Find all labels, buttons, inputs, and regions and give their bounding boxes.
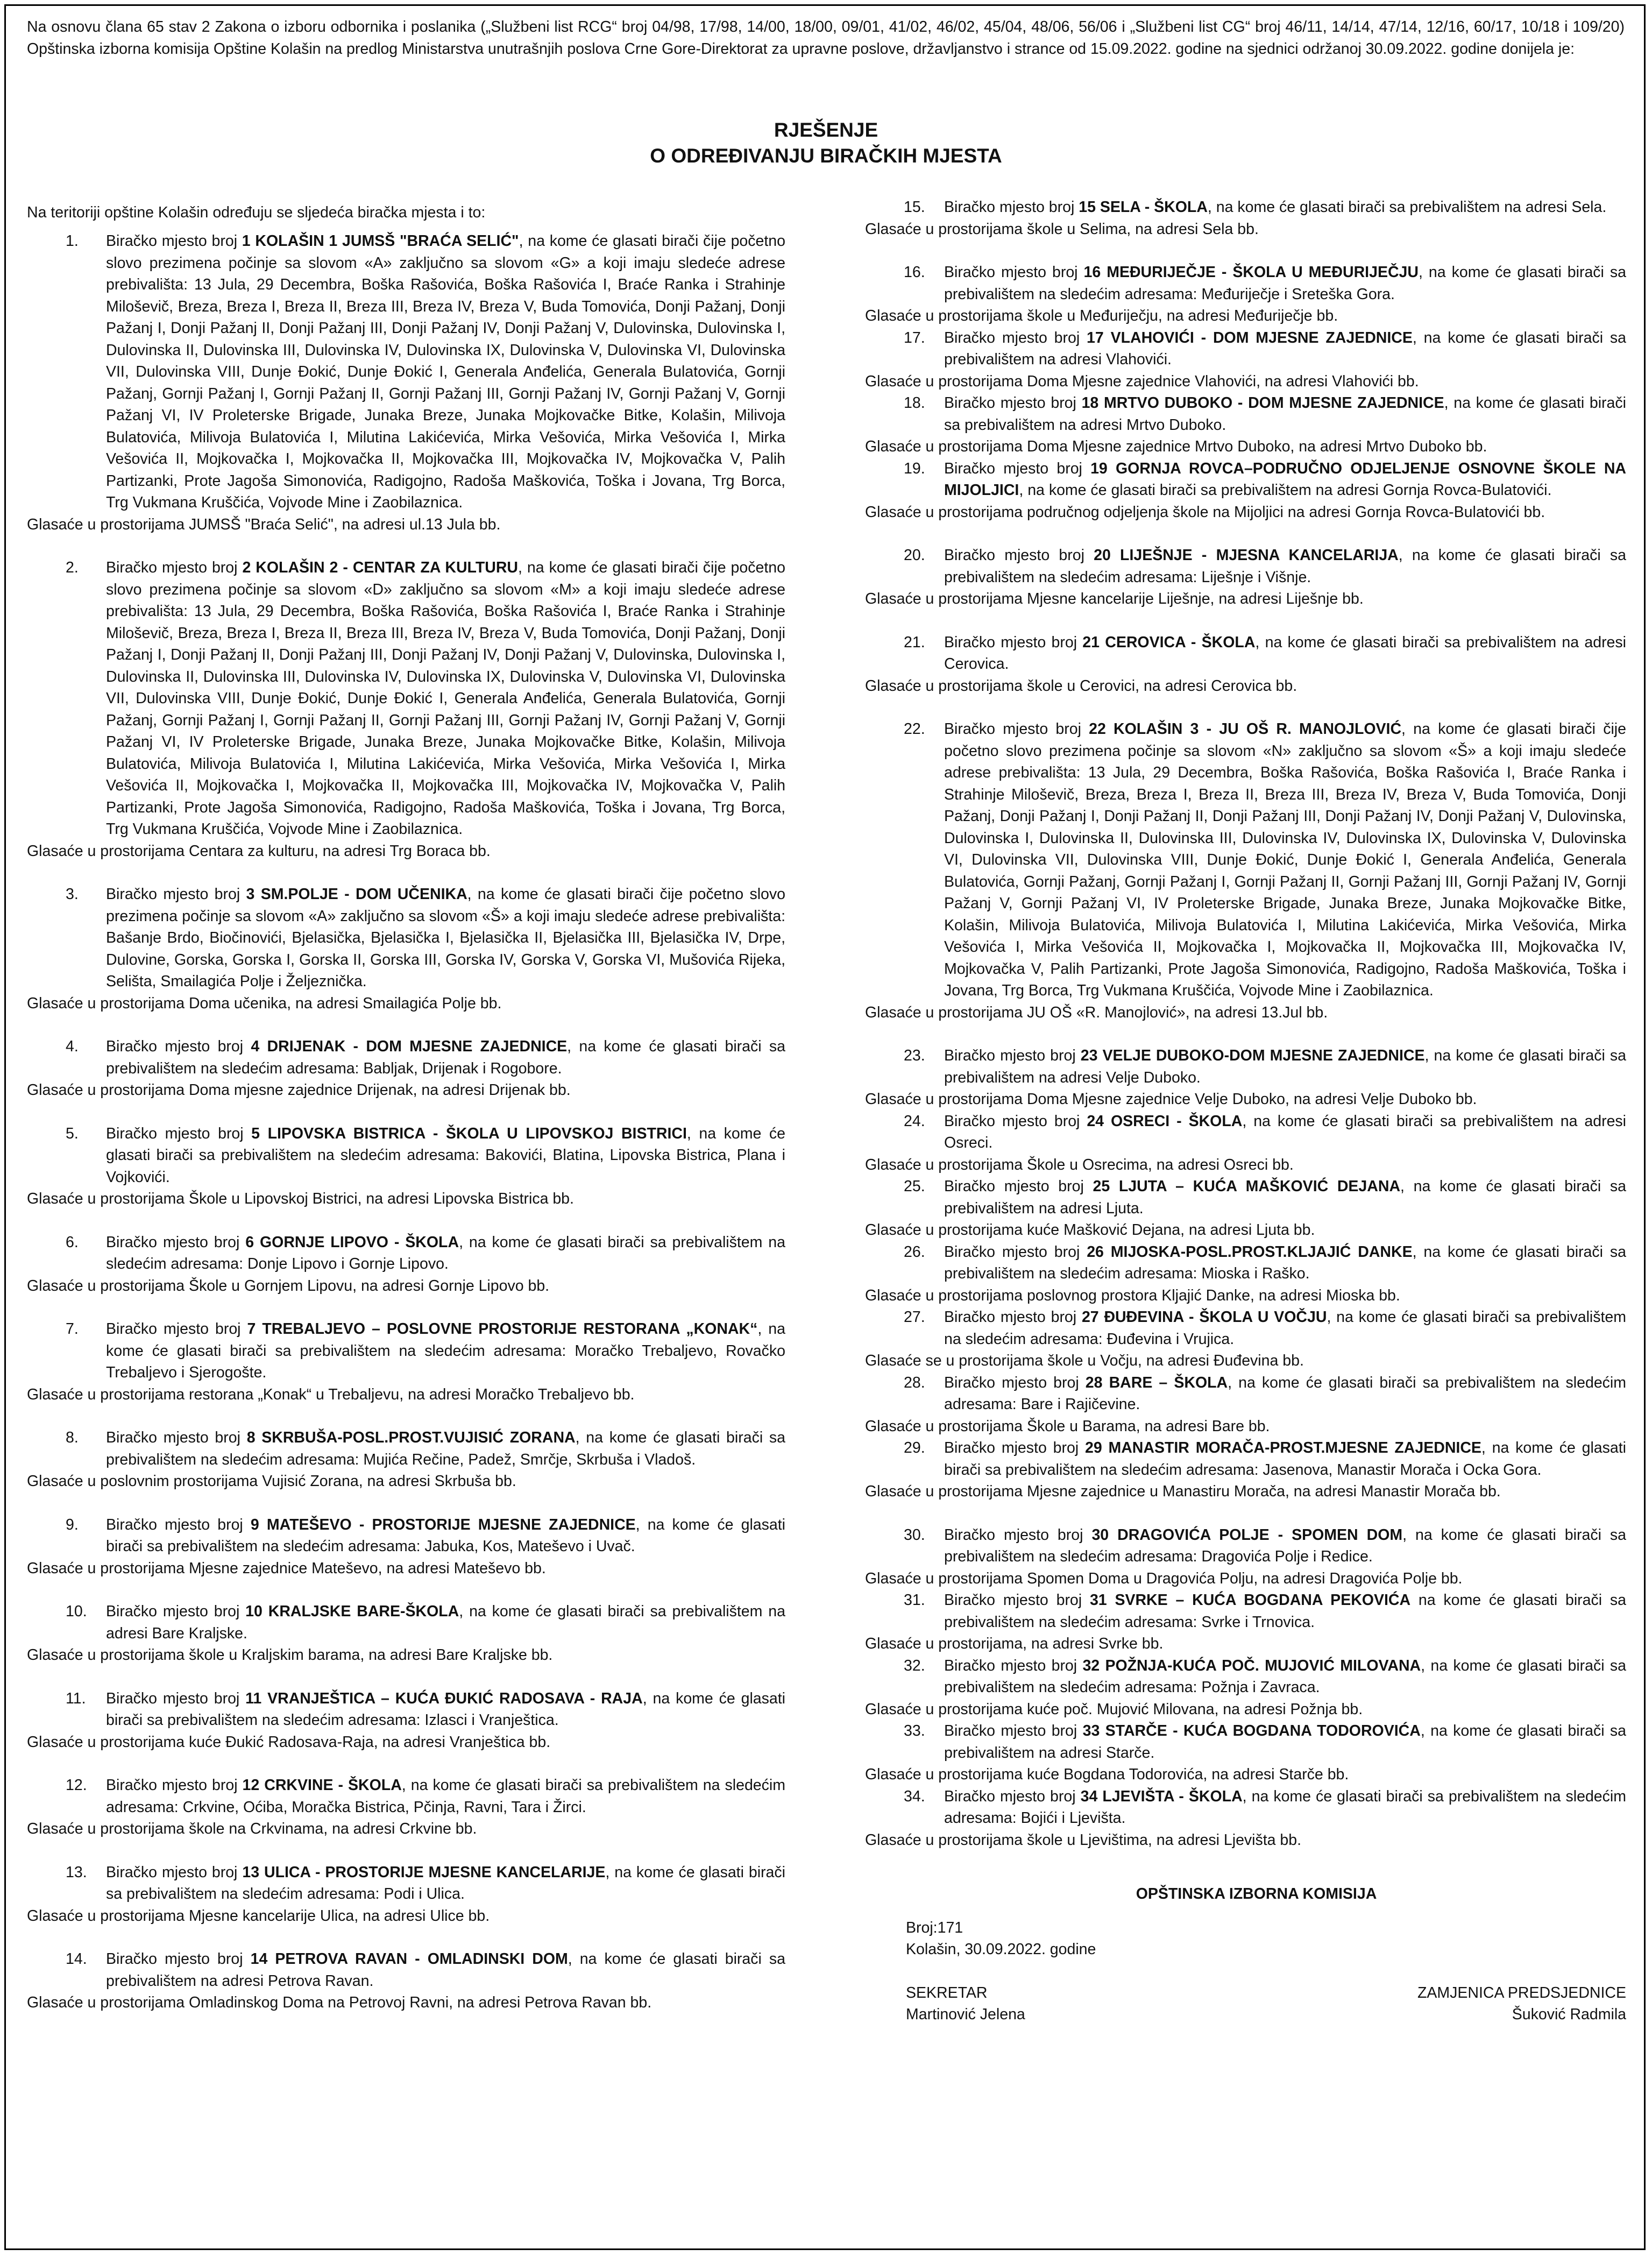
polling-station-entry bbox=[865, 261, 1626, 327]
item-number: 11. bbox=[66, 1689, 86, 1707]
polling-station-item bbox=[865, 196, 1626, 218]
polling-station-entry bbox=[865, 1045, 1626, 1111]
station-name: 26 MIJOSKA-POSL.PROST.KLJAJIĆ DANKE bbox=[1087, 1243, 1413, 1261]
item-number: 25. bbox=[904, 1178, 925, 1195]
voting-location: Glasaće u prostorijama Spomen Doma u Dragovića Polju, na adresi Dragovića Polje bb. bbox=[865, 1569, 1463, 1587]
item-number: 30. bbox=[904, 1526, 925, 1544]
voting-location: Glasaće u prostorijama JUMSŠ "Braća Selić", na adresi ul.13 Jula bb. bbox=[27, 515, 501, 533]
station-name: 17 VLAHOVIĆI - DOM MJESNE ZAJEDNICE bbox=[1087, 329, 1413, 346]
voting-location: Glasaće u prostorijama JU OŠ «R. Manojlović», na adresi 13.Jul bb. bbox=[865, 1003, 1328, 1021]
item-text bbox=[106, 1427, 785, 1470]
item-text bbox=[106, 1318, 785, 1384]
item-prefix: Biračko mjesto broj bbox=[944, 1374, 1086, 1391]
item-prefix: Biračko mjesto broj bbox=[944, 1178, 1093, 1195]
station-name: 29 MANASTIR MORAČA-PROST.MJESNE ZAJEDNICE bbox=[1084, 1439, 1481, 1456]
item-description: , na kome će glasati birači sa prebivalištem na sledećim adresama: Požnja i Zavraca. bbox=[944, 1657, 1626, 1696]
item-text bbox=[944, 632, 1626, 675]
item-prefix: Biračko mjesto broj bbox=[106, 1320, 247, 1338]
item-description: , na kome će glasati birači sa prebivalištem na sledećim adresama: Liješnje i Višnje. bbox=[944, 547, 1626, 586]
document-number: Broj:171 bbox=[906, 1919, 963, 1936]
voting-location: Glasaće u prostorijama škole u Međuriječju, na adresi Međuriječje bb. bbox=[865, 307, 1338, 324]
polling-station-entry bbox=[27, 1514, 785, 1580]
voting-location: Glasaće u prostorijama Omladinskog Doma na Petrovoj Ravni, na adresi Petrova Ravan bb. bbox=[27, 1994, 652, 2011]
item-prefix: Biračko mjesto broj bbox=[944, 199, 1079, 216]
polling-station-entry bbox=[27, 1036, 785, 1101]
item-prefix: Biračko mjesto broj bbox=[944, 1787, 1081, 1805]
item-number: 17. bbox=[904, 329, 925, 346]
item-prefix: Biračko mjesto broj bbox=[944, 1047, 1081, 1064]
polling-station-item bbox=[27, 883, 785, 993]
polling-station-item bbox=[27, 1514, 785, 1558]
station-name: 21 CEROVICA - ŠKOLA bbox=[1082, 633, 1256, 651]
right-column bbox=[865, 196, 1626, 2026]
item-description: , na kome će glasati birači sa prebivalištem na sledećim adresama: Donje Lipovo i Gornje Lipovo. bbox=[106, 1233, 785, 1272]
polling-station-entry bbox=[27, 1601, 785, 1666]
item-number: 22. bbox=[904, 720, 925, 738]
item-text bbox=[944, 1786, 1626, 1829]
item-description: , na kome će glasati birači čije početno slovo prezimena počinje sa slovom «A» zaključno sa slovom «Š» a koji imaju sledeće adrese prebivališta: Bašanje Brdo, Biočinovići, Bjelasička, Bjelasička I, Bjelasička II, Bjelasička III, Bjelasička IV, Drpe, Dulovine, Gorska, Gorska I, Gorska II, Gorska III, Gorska IV, Gorska V, Gorska VI, Mušovića Rijeka, Selišta, Smailagića Polje i Željeznička. bbox=[106, 886, 785, 990]
polling-station-item bbox=[865, 544, 1626, 588]
item-description: , na kome će glasati birači sa prebivalištem na sledećim adresama: Mujića Rečine, Padež, Smrčje, Skrbuša i Vladoš. bbox=[106, 1429, 785, 1468]
polling-station-item bbox=[865, 1045, 1626, 1088]
voting-location: Glasaće u prostorijama škole u Kraljskim barama, na adresi Bare Kraljske bb. bbox=[27, 1646, 553, 1664]
item-number: 6. bbox=[66, 1233, 79, 1251]
item-prefix: Biračko mjesto broj bbox=[106, 1777, 243, 1794]
polling-station-entry bbox=[27, 230, 785, 535]
polling-station-item bbox=[865, 1241, 1626, 1285]
station-name: 12 CRKVINE - ŠKOLA bbox=[242, 1777, 402, 1794]
station-name: 4 DRIJENAK - DOM MJESNE ZAJEDNICE bbox=[251, 1038, 568, 1055]
polling-station-item bbox=[27, 1862, 785, 1905]
secretary-name: Martinović Jelena bbox=[906, 2006, 1025, 2023]
voting-location: Glasaće u prostorijama Doma učenika, na adresi Smailagića Polje bb. bbox=[27, 994, 502, 1012]
polling-station-entry bbox=[865, 1720, 1626, 1786]
item-text bbox=[106, 1232, 785, 1275]
item-number: 15. bbox=[904, 199, 925, 216]
polling-station-entry bbox=[865, 1437, 1626, 1503]
item-text bbox=[944, 1437, 1626, 1481]
item-text bbox=[106, 1123, 785, 1189]
polling-station-entry bbox=[865, 544, 1626, 610]
polling-station-entry bbox=[27, 1948, 785, 2014]
polling-station-entry bbox=[27, 1123, 785, 1210]
item-number: 28. bbox=[904, 1374, 925, 1391]
polling-station-entry bbox=[865, 1786, 1626, 1851]
item-text bbox=[944, 1720, 1626, 1764]
lead-sentence: Na teritoriji opštine Kolašin određuju se sljedeća biračka mjesta i to: bbox=[27, 204, 486, 221]
item-prefix: Biračko mjesto broj bbox=[944, 1112, 1087, 1130]
item-number: 33. bbox=[904, 1722, 925, 1739]
polling-station-item bbox=[27, 1036, 785, 1079]
polling-station-entry bbox=[27, 1862, 785, 1927]
item-prefix: Biračko mjesto broj bbox=[106, 1863, 243, 1881]
item-description: , na kome će glasati birači sa prebivalištem na adresi Gornja Rovca-Bulatovići. bbox=[1019, 482, 1552, 499]
item-text bbox=[944, 327, 1626, 371]
item-description: , na kome će glasati birači sa prebivalištem na sledećim adresama: Izlasci i Vranještica. bbox=[106, 1689, 785, 1729]
item-text bbox=[106, 230, 785, 514]
item-prefix: Biračko mjesto broj bbox=[944, 1722, 1083, 1739]
station-name: 23 VELJE DUBOKO-DOM MJESNE ZAJEDNICE bbox=[1080, 1047, 1425, 1064]
item-text bbox=[106, 1948, 785, 1992]
item-description: , na kome će glasati birači sa prebivalištem na sledećim adresama: Bare i Rajičevine. bbox=[944, 1374, 1626, 1413]
item-text bbox=[944, 1111, 1626, 1154]
polling-station-entry bbox=[865, 1589, 1626, 1655]
voting-location: Glasaće u prostorijama kuće Mašković Dejana, na adresi Ljuta bb. bbox=[865, 1221, 1315, 1239]
polling-station-item bbox=[27, 557, 785, 840]
station-name: 31 SVRKE – KUĆA BOGDANA PEKOVIĆA bbox=[1089, 1592, 1411, 1609]
item-number: 21. bbox=[904, 633, 925, 651]
voting-location: Glasaće u prostorijama Centara za kulturu, na adresi Trg Boraca bb. bbox=[27, 842, 491, 860]
item-number: 20. bbox=[904, 547, 925, 564]
item-prefix: Biračko mjesto broj bbox=[106, 1233, 246, 1251]
item-text bbox=[944, 1045, 1626, 1088]
voting-location: Glasaće u prostorijama Mjesne kancelarije Ulica, na adresi Ulice bb. bbox=[27, 1907, 490, 1925]
polling-station-item bbox=[865, 1372, 1626, 1416]
polling-station-entry bbox=[865, 1524, 1626, 1590]
polling-station-item bbox=[865, 1306, 1626, 1350]
item-number: 24. bbox=[904, 1112, 925, 1130]
title-line-1: RJEŠENJE bbox=[774, 119, 878, 141]
polling-station-entry bbox=[865, 718, 1626, 1023]
polling-station-item bbox=[865, 1589, 1626, 1633]
voting-location: Glasaće u prostorijama restorana „Konak“ u Trebaljevu, na adresi Moračko Trebaljevo bb. bbox=[27, 1385, 635, 1403]
item-prefix: Biračko mjesto broj bbox=[944, 633, 1083, 651]
item-description: , na kome će glasati birači sa prebivalištem na adresi Velje Duboko. bbox=[944, 1047, 1626, 1086]
item-description: , na kome će glasati birači sa prebivalištem na sledećim adresama: Jasenova, Manastir Morača i Ocka Gora. bbox=[944, 1439, 1626, 1479]
station-name: 27 ĐUĐEVINA - ŠKOLA U VOČJU bbox=[1081, 1309, 1327, 1326]
polling-station-entry bbox=[865, 632, 1626, 697]
item-description: , na kome će glasati birači sa prebivalištem na sledećim adresama: Bojići i Ljevišta. bbox=[944, 1787, 1626, 1827]
polling-station-item bbox=[865, 327, 1626, 371]
station-name: 15 SELA - ŠKOLA bbox=[1079, 199, 1208, 216]
voting-location: Glasaće u prostorijama Škole u Osrecima, na adresi Osreci bb. bbox=[865, 1156, 1294, 1173]
polling-station-entry bbox=[865, 1655, 1626, 1721]
polling-station-entry bbox=[865, 392, 1626, 458]
station-name: 34 LJEVIŠTA - ŠKOLA bbox=[1080, 1787, 1243, 1805]
voting-location: Glasaće u prostorijama poslovnog prostora Kljajić Danke, na adresi Mioska bb. bbox=[865, 1286, 1400, 1304]
station-name: 25 LJUTA – KUĆA MAŠKOVIĆ DEJANA bbox=[1093, 1178, 1401, 1195]
item-text bbox=[944, 261, 1626, 305]
station-name: 9 MATEŠEVO - PROSTORIJE MJESNE ZAJEDNICE bbox=[250, 1516, 636, 1533]
right-entries bbox=[865, 196, 1626, 1851]
item-text bbox=[944, 1306, 1626, 1350]
item-text bbox=[106, 557, 785, 840]
item-text bbox=[944, 1655, 1626, 1699]
item-number: 4. bbox=[66, 1038, 79, 1055]
item-description: , na kome će glasati birači sa prebivalištem na sledećim adresama: Moračko Trebaljevo, Rovačko Trebaljevo i Sjerogošte. bbox=[106, 1320, 785, 1381]
voting-location: Glasaće u prostorijama kuće Bogdana Todorovića, na adresi Starče bb. bbox=[865, 1766, 1349, 1783]
item-description: , na kome će glasati birači sa prebivalištem na sledećim adresama: Podi i Ulica. bbox=[106, 1863, 785, 1903]
polling-station-item bbox=[27, 1601, 785, 1644]
station-name: 28 BARE – ŠKOLA bbox=[1085, 1374, 1228, 1391]
item-prefix: Biračko mjesto broj bbox=[944, 394, 1082, 412]
item-text bbox=[106, 1774, 785, 1818]
item-number: 34. bbox=[904, 1787, 925, 1805]
polling-station-item bbox=[865, 392, 1626, 436]
item-description: , na kome će glasati birači sa prebivalištem na sledećim adresama: Mioska i Raško. bbox=[944, 1243, 1626, 1282]
station-name: 13 ULICA - PROSTORIJE MJESNE KANCELARIJE bbox=[242, 1863, 606, 1881]
item-description: , na kome će glasati birači sa prebivalištem na adresi Vlahovići. bbox=[944, 329, 1626, 368]
polling-station-entry bbox=[27, 1232, 785, 1297]
polling-station-item bbox=[865, 718, 1626, 1002]
item-prefix: Biračko mjesto broj bbox=[944, 1657, 1083, 1674]
polling-station-item bbox=[865, 1786, 1626, 1829]
item-prefix: Biračko mjesto broj bbox=[944, 459, 1091, 477]
polling-station-item bbox=[27, 1688, 785, 1731]
item-description: , na kome će glasati birači sa prebivalištem na adresi Starče. bbox=[944, 1722, 1627, 1762]
voting-location: Glasaće u prostorijama škole u Selima, na adresi Sela bb. bbox=[865, 220, 1259, 238]
voting-location: Glasaće u prostorijama Doma Mjesne zajednice Mrtvo Duboko, na adresi Mrtvo Duboko bb. bbox=[865, 438, 1487, 455]
voting-location: Glasaće u prostorijama škole u Cerovici, na adresi Cerovica bb. bbox=[865, 677, 1298, 695]
item-text bbox=[106, 1601, 785, 1644]
polling-station-item bbox=[865, 1524, 1626, 1568]
item-description: , na kome će glasati birači sa prebivalištem na sledećim adresama: Dragovića Polje i Redice. bbox=[944, 1526, 1626, 1565]
item-prefix: Biračko mjesto broj bbox=[944, 1439, 1085, 1456]
item-description: , na kome će glasati birači sa prebivalištem na adresi Mrtvo Duboko. bbox=[944, 394, 1626, 434]
voting-location: Glasaće u prostorijama Doma mjesne zajednice Drijenak, na adresi Drijenak bb. bbox=[27, 1081, 571, 1099]
polling-station-entry bbox=[865, 1241, 1626, 1307]
voting-location: Glasaće u prostorijama škole na Crkvinama, na adresi Crkvine bb. bbox=[27, 1820, 477, 1837]
voting-location: Glasaće u prostorijama Škole u Gornjem Lipovu, na adresi Gornje Lipovo bb. bbox=[27, 1277, 550, 1295]
item-description: , na kome će glasati birači sa prebivalištem na sledećim adresama: Crkvine, Oćiba, Moračka Bistrica, Pčinja, Ravni, Tara i Žirci. bbox=[106, 1777, 785, 1816]
left-column bbox=[27, 230, 785, 2035]
station-name: 18 MRTVO DUBOKO - DOM MJESNE ZAJEDNICE bbox=[1081, 394, 1444, 412]
voting-location: Glasaće u prostorijama kuće Đukić Radosava-Raja, na adresi Vranještica bb. bbox=[27, 1733, 551, 1751]
polling-station-item bbox=[27, 1948, 785, 1992]
item-text bbox=[106, 1862, 785, 1905]
item-prefix: Biračko mjesto broj bbox=[944, 1243, 1087, 1261]
document-date: Kolašin, 30.09.2022. godine bbox=[906, 1941, 1096, 1958]
item-prefix: Biračko mjesto broj bbox=[106, 1429, 247, 1446]
polling-station-item bbox=[865, 1111, 1626, 1154]
item-prefix: Biračko mjesto broj bbox=[106, 886, 246, 903]
polling-station-entry bbox=[27, 1688, 785, 1753]
station-name: 11 VRANJEŠTICA – KUĆA ĐUKIĆ RADOSAVA - RAJA bbox=[245, 1689, 643, 1707]
preamble: Na osnovu člana 65 stav 2 Zakona o izboru odbornika i poslanika („Službeni list RCG“ broj 04/98, 17/98, 14/00, 18/00, 09/01, 41/02, 46/02, 45/04, 48/06, 56/06 i „Službeni list CG“ broj 46/11, 14/14, 47/14, 12/16, 60/17, 10/18 i 109/20) Opštinska izborna komisija Opštine Kolašin na predlog Ministarstva unutrašnjih poslova Crne Gore-Direktorat za upravne poslove, državljanstvo i strance od 15.09.2022. godine na sjednici održanoj 30.09.2022. godine donijela je: bbox=[27, 18, 1625, 58]
item-text bbox=[944, 544, 1626, 588]
polling-station-item bbox=[27, 1774, 785, 1818]
polling-station-entry bbox=[27, 1427, 785, 1493]
polling-station-entry bbox=[27, 1318, 785, 1405]
item-description: , na kome će glasati birači sa prebivalištem na sledećim adresama: Jabuka, Kos, Mateševo i Uvač. bbox=[106, 1516, 785, 1555]
station-name: 10 KRALJSKE BARE-ŠKOLA bbox=[245, 1603, 459, 1620]
polling-station-item bbox=[27, 1318, 785, 1384]
item-text bbox=[944, 458, 1626, 501]
item-prefix: Biračko mjesto broj bbox=[944, 547, 1094, 564]
station-name: 30 DRAGOVIĆA POLJE - SPOMEN DOM bbox=[1091, 1526, 1403, 1544]
item-number: 29. bbox=[904, 1439, 925, 1456]
station-name: 8 SKRBUŠA-POSL.PROST.VUJISIĆ ZORANA bbox=[246, 1429, 576, 1446]
station-name: 16 MEĐURIJEČJE - ŠKOLA U MEĐURIJEČJU bbox=[1083, 264, 1419, 281]
station-name: 20 LIJEŠNJE - MJESNA KANCELARIJA bbox=[1094, 547, 1399, 564]
item-description: , na kome će glasati birači sa prebivalištem na adresi Petrova Ravan. bbox=[106, 1950, 785, 1990]
document-title bbox=[0, 117, 1652, 169]
item-text bbox=[944, 1524, 1626, 1568]
deputy-president-name: Šuković Radmila bbox=[1512, 2006, 1626, 2023]
item-description: , na kome će glasati birači sa prebivalištem na sledećim adresama: Međuriječje i Sreteška Gora. bbox=[944, 264, 1626, 303]
voting-location: Glasaće u prostorijama Doma Mjesne zajednice Vlahovići, na adresi Vlahovići bb. bbox=[865, 372, 1419, 390]
polling-station-entry bbox=[865, 196, 1626, 240]
item-number: 12. bbox=[66, 1777, 87, 1794]
station-name: 2 KOLAŠIN 2 - CENTAR ZA KULTURU bbox=[242, 559, 518, 576]
item-description: , na kome će glasati birači sa prebivalištem na adresi Sela. bbox=[1207, 199, 1607, 216]
station-name: 22 KOLAŠIN 3 - JU OŠ R. MANOJLOVIĆ bbox=[1089, 720, 1402, 738]
secretary-title: SEKRETAR bbox=[906, 1984, 988, 2002]
voting-location: Glasaće u prostorijama Mjesne zajednice u Manastiru Morača, na adresi Manastir Morača bb. bbox=[865, 1483, 1501, 1500]
item-text bbox=[106, 1688, 785, 1731]
voting-location: Glasaće u prostorijama Mjesne zajednice Mateševo, na adresi Mateševo bb. bbox=[27, 1559, 546, 1577]
voting-location: Glasaće u prostorijama Doma Mjesne zajednice Velje Duboko, na adresi Velje Duboko bb. bbox=[865, 1091, 1477, 1108]
item-prefix: Biračko mjesto broj bbox=[106, 1516, 251, 1533]
polling-station-item bbox=[27, 1232, 785, 1275]
item-text bbox=[944, 1176, 1626, 1219]
station-name: 7 TREBALJEVO – POSLOVNE PROSTORIJE RESTORANA „KONAK“ bbox=[247, 1320, 758, 1338]
polling-station-item bbox=[27, 1427, 785, 1470]
voting-location: Glasaće u prostorijama Škole u Barama, na adresi Bare bb. bbox=[865, 1417, 1270, 1435]
item-prefix: Biračko mjesto broj bbox=[944, 1526, 1092, 1544]
polling-station-entry bbox=[865, 1306, 1626, 1372]
polling-station-item bbox=[865, 1437, 1626, 1481]
station-name: 24 OSRECI - ŠKOLA bbox=[1087, 1112, 1243, 1130]
voting-location: Glasaće u prostorijama područnog odjeljenja škole na Mijoljici na adresi Gornja Rovca-Bulatovići bb. bbox=[865, 503, 1545, 521]
polling-station-item bbox=[865, 458, 1626, 501]
polling-station-entry bbox=[865, 1372, 1626, 1438]
station-name: 6 GORNJE LIPOVO - ŠKOLA bbox=[245, 1233, 459, 1251]
signature-deputy-president bbox=[1417, 1982, 1626, 2026]
polling-station-item bbox=[865, 632, 1626, 675]
item-description: , na kome će glasati birači sa prebivalištem na adresi Bare Kraljske. bbox=[106, 1603, 785, 1642]
item-prefix: Biračko mjesto broj bbox=[944, 1309, 1082, 1326]
polling-station-item bbox=[865, 1176, 1626, 1219]
item-description: , na kome će glasati birači sa prebivalištem na adresi Ljuta. bbox=[944, 1178, 1626, 1217]
item-prefix: Biračko mjesto broj bbox=[944, 1592, 1090, 1609]
item-number: 9. bbox=[66, 1516, 79, 1533]
deputy-president-title: ZAMJENICA PREDSJEDNICE bbox=[1417, 1984, 1626, 2002]
item-number: 13. bbox=[66, 1863, 87, 1881]
item-description: , na kome će glasati birači čije početno slovo prezimena počinje sa slovom «N» zaključno sa slovom «Š» a koji imaju sledeće adrese prebivališta: 13 Jula, 29 Decembra, Boška Rašovića, Boška Rašovića I, Braće Ranka i Strahinje Miloševič, Breza, Breza I, Breza II, Breza III, Breza IV, Breza V, Buda Tomovića, Donji Pažanj, Donji Pažanj I, Donji Pažanj II, Donji Pažanj III, Donji Pažanj IV, Donji Pažanj V, Dulovinska, Dulovinska I, Dulovinska II, Dulovinska III, Dulovinska IV, Dulovinska IX, Dulovinska V, Dulovinska VI, Dulovinska VII, Dulovinska VIII, Dunje Đokić, Dunje Đokić I, Generala Anđelića, Generala Bulatovića, Gornji Pažanj, Gornji Pažanj I, Gornji Pažanj II, Gornji Pažanj III, Gornji Pažanj IV, Gornji Pažanj V, Gornji Pažanj VI, IV Proleterske Brigade, Junaka Breze, Junaka Mojkovačke Bitke, Kolašin, Milivoja Bulatovića, Milivoja Bulatovića I, Milutina Lakićevića, Mirka Vešovića, Mirka Vešovića I, Mirka Vešovića II, Mojkovačka I, Mojkovačka II, Mojkovačka III, Mojkovačka IV, Mojkovačka V, Palih Partizanki, Prote Jagoša Simonovića, Radigojno, Radoša Maškovića, Toška i Jovana, Trg Borca, Trg Vukmana Kruščića, Vojvode Mine i Zaobilaznica. bbox=[944, 720, 1626, 999]
polling-station-entry bbox=[865, 458, 1626, 524]
item-number: 1. bbox=[66, 232, 79, 250]
item-number: 10. bbox=[66, 1603, 87, 1620]
item-number: 26. bbox=[904, 1243, 925, 1261]
item-description: , na kome će glasati birači sa prebivalištem na adresi Cerovica. bbox=[944, 633, 1626, 673]
voting-location: Glasaće u prostorijama kuće poč. Mujović Milovana, na adresi Požnja bb. bbox=[865, 1700, 1363, 1718]
polling-station-entry bbox=[27, 883, 785, 1014]
station-name: 5 LIPOVSKA BISTRICA - ŠKOLA U LIPOVSKOJ BISTRICI bbox=[251, 1125, 687, 1142]
polling-station-entry bbox=[865, 1176, 1626, 1241]
item-text bbox=[944, 392, 1626, 436]
polling-station-entry bbox=[27, 1774, 785, 1840]
item-text bbox=[944, 1589, 1626, 1633]
voting-location: Glasaće u prostorijama škole u Ljevištima, na adresi Ljevišta bb. bbox=[865, 1831, 1302, 1849]
station-name: 32 POŽNJA-KUĆA POČ. MUJOVIĆ MILOVANA bbox=[1082, 1657, 1421, 1674]
item-text bbox=[944, 1241, 1626, 1285]
item-description: , na kome će glasati birači sa prebivalištem na sledećim adresama: Babljak, Drijenak i Rogobore. bbox=[106, 1038, 785, 1077]
signature-secretary bbox=[906, 1982, 1025, 2026]
item-prefix: Biračko mjesto broj bbox=[106, 1689, 246, 1707]
item-number: 5. bbox=[66, 1125, 79, 1142]
voting-location: Glasaće u prostorijama Škole u Lipovskoj Bistrici, na adresi Lipovska Bistrica bb. bbox=[27, 1190, 574, 1207]
voting-location: Glasaće u prostorijama, na adresi Svrke bb. bbox=[865, 1635, 1164, 1652]
polling-station-item bbox=[865, 261, 1626, 305]
item-number: 2. bbox=[66, 559, 79, 576]
item-number: 27. bbox=[904, 1309, 925, 1326]
title-line-2: O ODREĐIVANJU BIRAČKIH MJESTA bbox=[650, 145, 1002, 167]
item-number: 23. bbox=[904, 1047, 925, 1064]
item-number: 8. bbox=[66, 1429, 79, 1446]
item-description: , na kome će glasati birači čije početno slovo prezimena počinje sa slovom «A» zaključno sa slovom «G» a koji imaju sledeće adrese prebivališta: 13 Jula, 29 Decembra, Boška Rašovića, Boška Rašovića I, Braće Ranka i Strahinje Miloševič, Breza, Breza I, Breza II, Breza III, Breza IV, Breza V, Buda Tomovića, Donji Pažanj, Donji Pažanj I, Donji Pažanj II, Donji Pažanj III, Donji Pažanj IV, Donji Pažanj V, Dulovinska, Dulovinska I, Dulovinska II, Dulovinska III, Dulovinska IV, Dulovinska IX, Dulovinska V, Dulovinska VI, Dulovinska VII, Dulovinska VIII, Dunje Đokić, Dunje Đokić I, Generala Anđelića, Generala Bulatovića, Gornji Pažanj, Gornji Pažanj I, Gornji Pažanj II, Gornji Pažanj III, Gornji Pažanj IV, Gornji Pažanj V, Gornji Pažanj VI, IV Proleterske Brigade, Junaka Breze, Junaka Mojkovačke Bitke, Kolašin, Milivoja Bulatovića, Milivoja Bulatovića I, Milutina Lakićevića, Mirka Vešovića, Mirka Vešovića I, Mirka Vešovića II, Mojkovačka I, Mojkovačka II, Mojkovačka III, Mojkovačka IV, Mojkovačka V, Palih Partizanki, Prote Jagoša Simonovića, Radigojno, Radoša Maškovića, Toška i Jovana, Trg Borca, Trg Vukmana Kruščića, Vojvode Mine i Zaobilaznica. bbox=[106, 232, 785, 511]
item-text bbox=[944, 196, 1626, 218]
item-prefix: Biračko mjesto broj bbox=[106, 559, 243, 576]
item-prefix: Biračko mjesto broj bbox=[944, 329, 1087, 346]
item-number: 7. bbox=[66, 1320, 79, 1338]
item-prefix: Biračko mjesto broj bbox=[106, 1125, 252, 1142]
item-prefix: Biračko mjesto broj bbox=[106, 1950, 251, 1968]
item-description: , na kome će glasati birači čije početno slovo prezimena počinje sa slovom «D» zaključno sa slovom «M» a koji imaju sledeće adrese prebivališta: 13 Jula, 29 Decembra, Boška Rašovića, Boška Rašovića I, Braće Ranka i Strahinje Miloševič, Breza, Breza I, Breza II, Breza III, Breza IV, Breza V, Buda Tomovića, Donji Pažanj, Donji Pažanj I, Donji Pažanj II, Donji Pažanj III, Donji Pažanj IV, Donji Pažanj V, Dulovinska, Dulovinska I, Dulovinska II, Dulovinska III, Dulovinska IV, Dulovinska IX, Dulovinska V, Dulovinska VI, Dulovinska VII, Dulovinska VIII, Dunje Đokić, Dunje Đokić I, Generala Anđelića, Generala Bulatovića, Gornji Pažanj, Gornji Pažanj I, Gornji Pažanj II, Gornji Pažanj III, Gornji Pažanj IV, Gornji Pažanj V, Gornji Pažanj VI, IV Proleterske Brigade, Junaka Breze, Junaka Mojkovačke Bitke, Kolašin, Milivoja Bulatovića, Milivoja Bulatovića I, Milutina Lakićevića, Mirka Vešovića, Mirka Vešovića I, Mirka Vešovića II, Mojkovačka I, Mojkovačka II, Mojkovačka III, Mojkovačka IV, Mojkovačka V, Palih Partizanki, Prote Jagoša Simonovića, Radigojno, Radoša Maškovića, Toška i Jovana, Trg Borca, Trg Vukmana Kruščića, Vojvode Mine i Zaobilaznica. bbox=[106, 559, 785, 838]
voting-location: Glasaće u poslovnim prostorijama Vujisić Zorana, na adresi Skrbuša bb. bbox=[27, 1473, 516, 1490]
signatures bbox=[906, 1982, 1626, 2026]
polling-station-entry bbox=[865, 1111, 1626, 1176]
item-description: , na kome će glasati birači sa prebivalištem na adresi Osreci. bbox=[944, 1112, 1626, 1151]
item-number: 16. bbox=[904, 264, 925, 281]
item-text bbox=[944, 718, 1626, 1002]
item-prefix: Biračko mjesto broj bbox=[106, 1603, 246, 1620]
item-number: 3. bbox=[66, 886, 79, 903]
station-name: 1 KOLAŠIN 1 JUMSŠ "BRAĆA SELIĆ" bbox=[242, 232, 519, 250]
polling-station-item bbox=[27, 230, 785, 514]
item-number: 31. bbox=[904, 1592, 925, 1609]
item-number: 19. bbox=[904, 459, 925, 477]
polling-station-item bbox=[865, 1720, 1626, 1764]
item-description: , na kome će glasati birači sa prebivalištem na sledećim adresama: Bakovići, Blatina, Lipovska Bistrica, Plana i Vojkovići. bbox=[106, 1125, 785, 1186]
committee-name: OPŠTINSKA IZBORNA KOMISIJA bbox=[1136, 1885, 1377, 1903]
voting-location: Glasaće se u prostorijama škole u Vočju, na adresi Đuđevina bb. bbox=[865, 1352, 1304, 1369]
polling-station-entry bbox=[865, 327, 1626, 393]
item-prefix: Biračko mjesto broj bbox=[106, 232, 242, 250]
item-text bbox=[106, 883, 785, 993]
item-prefix: Biračko mjesto broj bbox=[106, 1038, 251, 1055]
item-description: na kome će glasati birači sa prebivalištem na sledećim adresama: Svrke i Trnovica. bbox=[944, 1592, 1626, 1631]
station-name: 14 PETROVA RAVAN - OMLADINSKI DOM bbox=[250, 1950, 568, 1968]
polling-station-entry bbox=[27, 557, 785, 862]
station-name: 19 GORNJA ROVCA–PODRUČNO ODJELJENJE OSNOVNE ŠKOLE NA MIJOLJICI bbox=[944, 459, 1626, 499]
station-name: 33 STARČE - KUĆA BOGDANA TODOROVIĆA bbox=[1082, 1722, 1421, 1739]
polling-station-item bbox=[27, 1123, 785, 1189]
item-prefix: Biračko mjesto broj bbox=[944, 720, 1089, 738]
polling-station-item bbox=[865, 1655, 1626, 1699]
item-number: 18. bbox=[904, 394, 925, 412]
station-name: 3 SM.POLJE - DOM UČENIKA bbox=[246, 886, 467, 903]
voting-location: Glasaće u prostorijama Mjesne kancelarije Liješnje, na adresi Liješnje bb. bbox=[865, 590, 1364, 607]
item-text bbox=[944, 1372, 1626, 1416]
item-number: 32. bbox=[904, 1657, 925, 1674]
item-description: , na kome će glasati birači sa prebivalištem na sledećim adresama: Đuđevina i Vrujica. bbox=[944, 1309, 1626, 1348]
item-number: 14. bbox=[66, 1950, 87, 1968]
item-prefix: Biračko mjesto broj bbox=[944, 264, 1084, 281]
item-text bbox=[106, 1036, 785, 1079]
item-text bbox=[106, 1514, 785, 1558]
